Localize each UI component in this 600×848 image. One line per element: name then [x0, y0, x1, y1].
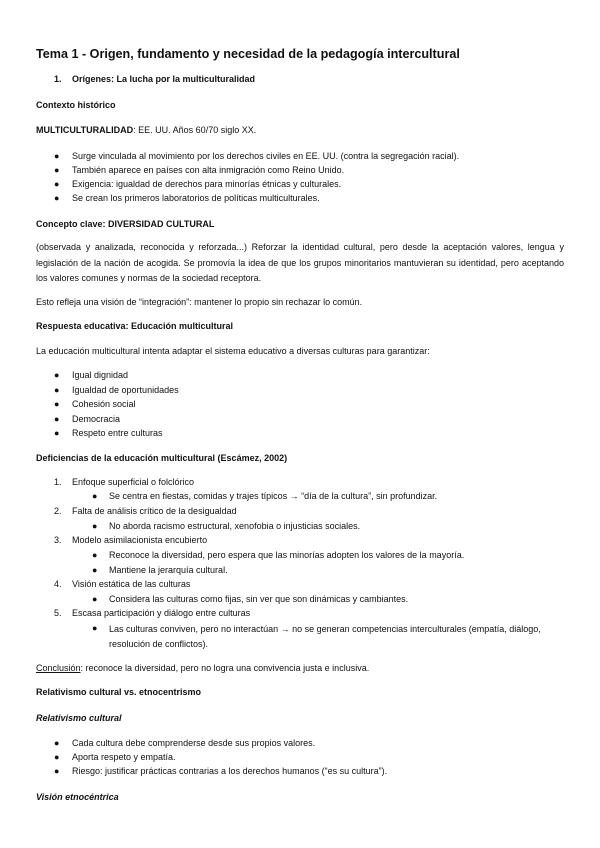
list-item: Respeto entre culturas	[72, 428, 163, 438]
bullet-icon: ●	[92, 594, 98, 604]
item-number: 4.	[54, 579, 62, 589]
item-number: 3.	[54, 535, 62, 545]
bullet-icon: ●	[54, 385, 60, 395]
item-number: 1.	[54, 477, 62, 487]
vision-subheading: Visión etnocéntrica	[36, 792, 119, 802]
list-item: Igualdad de oportunidades	[72, 385, 179, 395]
list-item: Riesgo: justificar prácticas contrarias a los derechos humanos (“es su cultura”).	[72, 766, 388, 776]
deficiencia-detail: No aborda racismo estructural, xenofobia o injusticias sociales.	[109, 521, 361, 531]
bullet-icon: ●	[54, 428, 60, 438]
concepto-paragraph: (observada y analizada, reconocida y reforzada...) Reforzar la identidad cultural, pero desde la aceptación valores, lengua y legislación de la nación de acogida. Se promovía la idea de que los grupos minoritarios mantuvieran su identidad, pero aceptando los valores comunes y normas de la sociedad receptora.	[36, 242, 564, 283]
bullet-icon: ●	[92, 550, 98, 560]
bullet-icon: ●	[54, 193, 60, 203]
contexto-heading: Contexto histórico	[36, 100, 116, 110]
page-title: Tema 1 - Origen, fundamento y necesidad de la pedagogía intercultural	[36, 47, 460, 61]
conclusion-text: : reconoce la diversidad, pero no logra una convivencia justa e inclusiva.	[80, 663, 370, 673]
multiculturalidad-text: : EE. UU. Años 60/70 siglo XX.	[133, 125, 257, 135]
list-item: Aporta respeto y empatía.	[72, 752, 176, 762]
bullet-icon: ●	[54, 766, 60, 776]
bullet-icon: ●	[54, 179, 60, 189]
deficiencia-detail: Mantiene la jerarquía cultural.	[109, 565, 228, 575]
bullet-icon: ●	[92, 565, 98, 575]
item-number: 2.	[54, 506, 62, 516]
list-item: Se crean los primeros laboratorios de políticas multiculturales.	[72, 193, 320, 203]
conclusion-line	[36, 662, 369, 674]
respuesta-heading: Respuesta educativa: Educación multicultural	[36, 321, 234, 331]
bullet-icon: ●	[54, 151, 60, 161]
relativismo-heading: Relativismo cultural vs. etnocentrismo	[36, 687, 202, 697]
bullet-icon: ●	[54, 399, 60, 409]
deficiencia-title: Escasa participación y diálogo entre culturas	[72, 608, 251, 618]
list-item: Igual dignidad	[72, 370, 129, 380]
deficiencia-title: Enfoque superficial o folclórico	[72, 477, 195, 487]
bullet-icon: ●	[54, 414, 60, 424]
deficiencia-title: Visión estática de las culturas	[72, 579, 191, 589]
section-heading: Orígenes: La lucha por la multiculturalidad	[72, 74, 256, 84]
deficiencia-detail: Reconoce la diversidad, pero espera que las minorías adopten los valores de la mayoría.	[109, 550, 465, 560]
bullet-icon: ●	[92, 521, 98, 531]
list-item: Democracia	[72, 414, 121, 424]
relativismo-subheading: Relativismo cultural	[36, 713, 122, 723]
deficiencia-detail: Considera las culturas como fijas, sin ver que son dinámicas y cambiantes.	[109, 594, 409, 604]
list-item: Surge vinculada al movimiento por los derechos civiles en EE. UU. (contra la segregación racial).	[72, 151, 460, 161]
bullet-icon: ●	[54, 370, 60, 380]
concepto-heading: Concepto clave: DIVERSIDAD CULTURAL	[36, 219, 215, 229]
list-item: También aparece en países con alta inmigración como Reino Unido.	[72, 165, 345, 175]
conclusion-label: Conclusión	[36, 663, 81, 673]
deficiencia-detail: Las culturas conviven, pero no interactúan → no se generan competencias interculturales (empatía, diálogo, resolución de conflictos).	[109, 624, 541, 649]
respuesta-paragraph: La educación multicultural intenta adaptar el sistema educativo a diversas culturas para garantizar:	[36, 346, 430, 356]
bullet-icon: ●	[54, 738, 60, 748]
deficiencia-detail: Se centra en fiestas, comidas y trajes típicos → “día de la cultura”, sin profundizar.	[109, 491, 438, 501]
deficiencias-heading: Deficiencias de la educación multicultural (Escámez, 2002)	[36, 453, 288, 463]
section-number: 1.	[54, 74, 62, 84]
deficiencia-title: Falta de análisis crítico de la desigualdad	[72, 506, 237, 516]
item-number: 5.	[54, 608, 62, 618]
multiculturalidad-line	[36, 124, 256, 136]
list-item: Exigencia: igualdad de derechos para minorías étnicas y culturales.	[72, 179, 342, 189]
bullet-icon: ●	[92, 491, 98, 501]
bullet-icon: ●	[92, 623, 98, 633]
list-item: Cada cultura debe comprenderse desde sus propios valores.	[72, 738, 316, 748]
multiculturalidad-label: MULTICULTURALIDAD	[36, 125, 134, 135]
deficiencia-title: Modelo asimilacionista encubierto	[72, 535, 208, 545]
bullet-icon: ●	[54, 165, 60, 175]
integracion-paragraph: Esto refleja una visión de “integración”: mantener lo propio sin rechazar lo común.	[36, 297, 363, 307]
list-item: Cohesión social	[72, 399, 136, 409]
bullet-icon: ●	[54, 752, 60, 762]
